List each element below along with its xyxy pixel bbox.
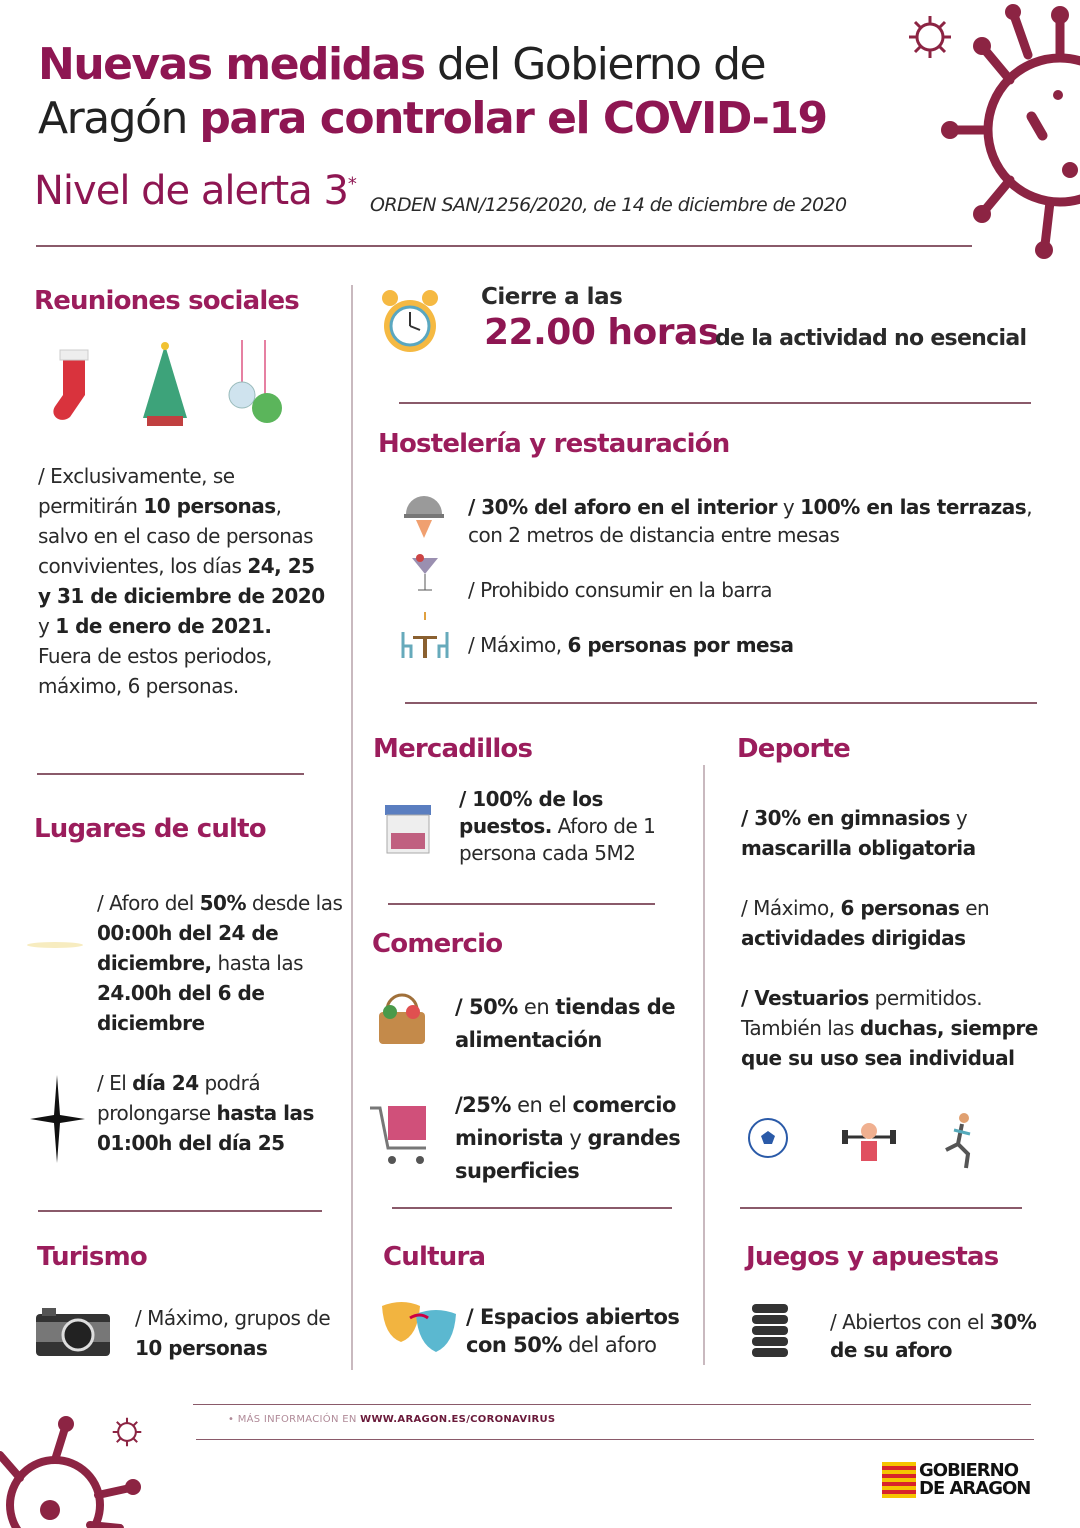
virus-illustration-top-right	[940, 0, 1080, 270]
emphasis-text: actividades dirigidas	[741, 926, 966, 950]
alert-level: Nivel de alerta 3*	[34, 168, 356, 214]
divider	[38, 1210, 322, 1212]
emphasis-text: 10 personas	[143, 494, 276, 518]
emphasis-text: 6 personas	[840, 896, 960, 920]
aragon-flag-icon	[882, 1462, 916, 1498]
section-title-mercadillos: Mercadillos	[373, 734, 533, 764]
section-title-culto: Lugares de culto	[34, 814, 266, 844]
emphasis-text: / Espacios abiertos con 50%	[466, 1305, 680, 1357]
christmas-ornaments-icon	[225, 340, 285, 428]
emphasis-text: / Vestuarios	[741, 986, 869, 1010]
cultura-text	[466, 1303, 696, 1359]
column-divider	[351, 285, 353, 1370]
text-segment: en	[959, 896, 990, 920]
emphasis-text: comercio minorista	[455, 1093, 676, 1150]
hosteleria-item	[468, 493, 1038, 549]
divider	[388, 903, 655, 905]
column-divider	[703, 765, 705, 1365]
poker-chips-icon	[748, 1302, 792, 1358]
gobierno-aragon-logo: GOBIERNO DE ARAGON	[882, 1462, 1030, 1498]
serving-tray-icon	[402, 490, 446, 540]
text-segment: y	[38, 614, 56, 638]
alarm-clock-icon	[378, 284, 442, 360]
emphasis-text: día 24	[132, 1071, 199, 1095]
section-title-hosteleria: Hostelería y restauración	[378, 429, 730, 459]
divider	[405, 702, 1037, 704]
soccer-ball-icon	[746, 1116, 790, 1160]
camera-icon	[36, 1308, 110, 1356]
text-segment: / Máximo, grupos de	[135, 1306, 331, 1330]
text-segment: / Máximo,	[741, 896, 841, 920]
table-chairs-icon	[400, 612, 450, 660]
title-line-1	[38, 38, 765, 92]
emphasis-text: 6 personas por mesa	[567, 633, 794, 657]
section-title-cultura: Cultura	[383, 1242, 486, 1272]
shopping-cart-icon	[368, 1100, 433, 1168]
text-segment: y	[777, 495, 801, 519]
cocktail-icon	[410, 550, 440, 595]
text-segment: hasta las	[211, 951, 304, 975]
text-segment: en	[517, 995, 556, 1019]
candle-glow-icon	[25, 925, 85, 965]
emphasis-text: 30% de su aforo	[830, 1310, 1037, 1362]
closing-pre: Cierre a las	[481, 284, 623, 310]
text-segment: / Abiertos con el	[830, 1310, 990, 1334]
section-title-reuniones: Reuniones sociales	[34, 286, 299, 316]
section-title-deporte: Deporte	[737, 734, 850, 764]
emphasis-text: / 30% del aforo en el interior	[468, 495, 777, 519]
text-segment: / Prohibido consumir en la barra	[468, 578, 773, 602]
closing-time: 22.00 horas	[484, 312, 719, 353]
culto-item	[97, 1068, 347, 1158]
emphasis-text: / 50%	[455, 995, 518, 1019]
text-segment: / Exclusivamente, se permitirán	[38, 464, 235, 518]
small-virus-icon	[905, 12, 955, 62]
hosteleria-item	[468, 575, 1028, 605]
emphasis-text: 10 personas	[135, 1336, 268, 1360]
text-segment: , salvo en el caso de personas convivientes, los días	[38, 494, 314, 578]
emphasis-text: grandes superficies	[455, 1126, 681, 1183]
comercio-item	[455, 1089, 700, 1188]
text-segment: del Gobierno de	[424, 39, 766, 90]
divider	[392, 1207, 672, 1209]
turismo-text	[135, 1303, 345, 1363]
more-info: • MÁS INFORMACIÓN EN WWW.ARAGON.ES/CORONAVIRUS	[228, 1414, 556, 1425]
divider	[193, 1404, 1031, 1405]
market-stall-icon	[383, 803, 433, 855]
emphasis-text: duchas, siempre que su uso sea individual	[741, 1016, 1038, 1070]
divider	[196, 1439, 1034, 1440]
grocery-basket-icon	[375, 990, 430, 1048]
closing-post: de la actividad no esencial	[715, 326, 1027, 351]
text-segment: / Máximo,	[468, 633, 568, 657]
mercadillos-text	[459, 786, 689, 867]
christmas-stocking-icon	[45, 345, 100, 425]
text-segment: / Aforo del	[97, 891, 200, 915]
reuniones-text	[38, 461, 328, 701]
small-virus-icon	[110, 1415, 144, 1449]
order-reference: ORDEN SAN/1256/2020, de 14 de diciembre de 2020	[370, 194, 847, 216]
text-segment: podrá prolongarse	[97, 1071, 261, 1125]
weightlifter-icon	[840, 1115, 898, 1165]
emphasis-text: / 30% en gimnasios	[741, 806, 951, 830]
text-segment: Fuera de estos periodos, máximo, 6 personas.	[38, 644, 272, 698]
emphasis-text: para controlar el COVID-19	[199, 93, 827, 144]
deporte-item	[741, 983, 1066, 1073]
emphasis-text: 50%	[199, 891, 247, 915]
section-title-juegos: Juegos y apuestas	[746, 1242, 999, 1272]
christmas-tree-icon	[135, 340, 195, 428]
runner-icon	[940, 1110, 980, 1170]
emphasis-text: 100% en las terrazas	[800, 495, 1027, 519]
text-segment: , con 2 metros de distancia entre mesas	[468, 495, 1033, 547]
emphasis-text: 24, 25 y 31 de diciembre de 2020	[38, 554, 325, 608]
emphasis-text: mascarilla obligatoria	[741, 836, 976, 860]
text-segment: del aforo	[561, 1333, 657, 1357]
emphasis-text: /25%	[455, 1093, 511, 1117]
emphasis-text: Nuevas medidas	[38, 39, 425, 90]
emphasis-text: 1 de enero de 2021.	[55, 614, 272, 638]
hosteleria-item	[468, 630, 1028, 660]
deporte-item	[741, 803, 1061, 863]
divider	[399, 402, 1031, 404]
coronavirus-link[interactable]: WWW.ARAGON.ES/CORONAVIRUS	[360, 1414, 556, 1425]
emphasis-text: 24.00h del 6 de diciembre	[97, 981, 265, 1035]
title-line-2	[38, 92, 827, 146]
comercio-item	[455, 991, 695, 1057]
text-segment: permitidos. También las	[741, 986, 983, 1040]
divider	[36, 245, 972, 247]
star-icon	[30, 1075, 85, 1163]
section-title-turismo: Turismo	[37, 1242, 147, 1272]
emphasis-text: tiendas de alimentación	[455, 995, 676, 1052]
divider	[37, 773, 304, 775]
text-segment: Aforo de 1 persona cada 5M2	[459, 814, 656, 865]
deporte-item	[741, 893, 1061, 953]
culto-item	[97, 888, 347, 1038]
text-segment: desde las	[246, 891, 343, 915]
emphasis-text: 00:00h del 24 de diciembre,	[97, 921, 279, 975]
text-segment: Aragón	[38, 93, 200, 144]
text-segment: y	[563, 1126, 588, 1150]
emphasis-text: hasta las 01:00h del día 25	[97, 1101, 314, 1155]
theater-masks-icon	[380, 1300, 458, 1356]
text-segment: en el	[510, 1093, 573, 1117]
juegos-text	[830, 1308, 1050, 1364]
emphasis-text: / 100% de los puestos.	[459, 787, 603, 838]
text-segment: y	[950, 806, 968, 830]
section-title-comercio: Comercio	[372, 929, 503, 959]
divider	[740, 1207, 1022, 1209]
text-segment: / El	[97, 1071, 133, 1095]
